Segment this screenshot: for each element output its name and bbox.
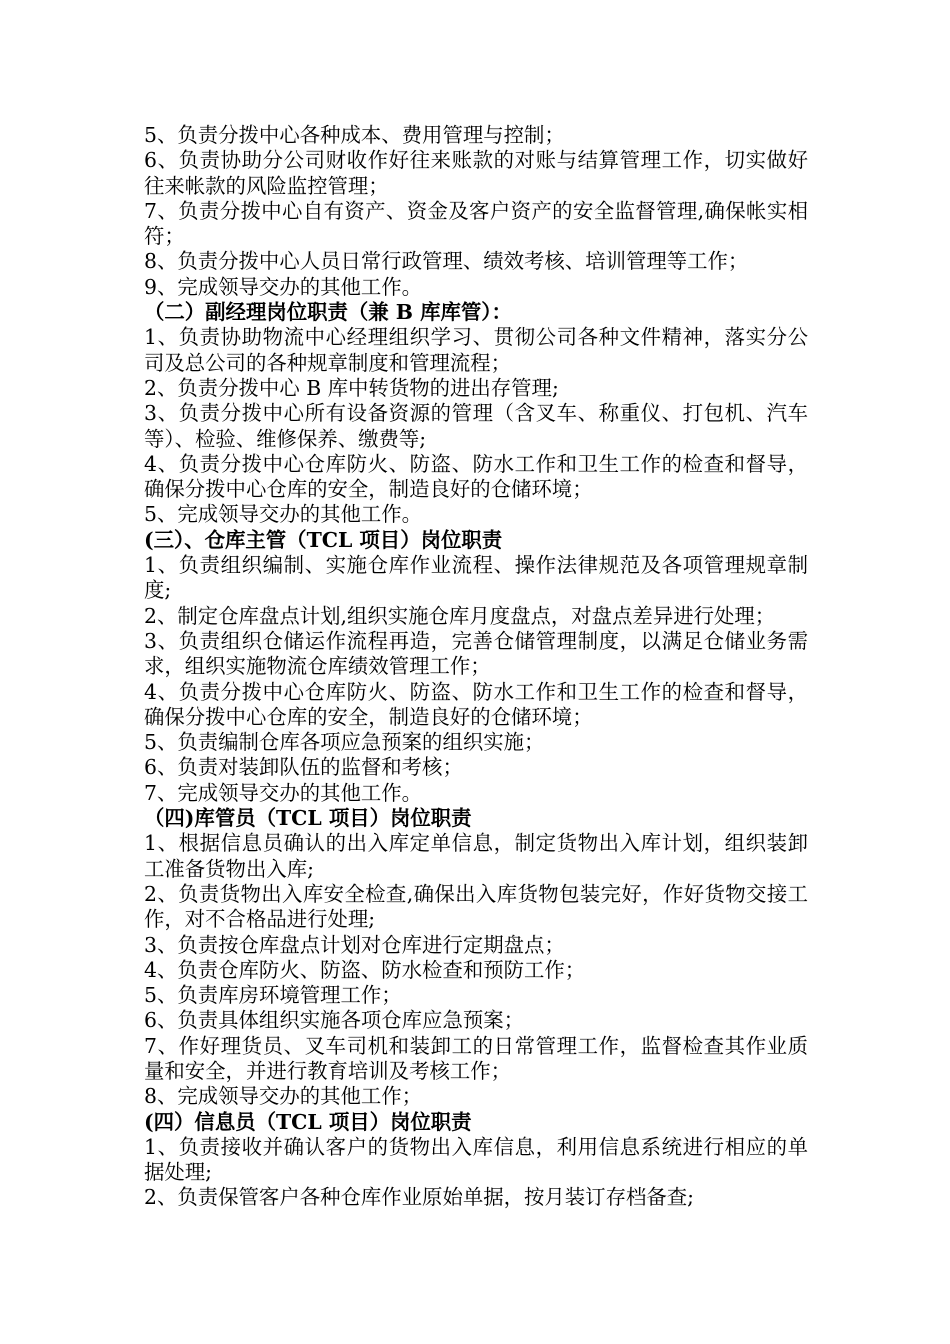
list-item: 7、作好理货员、叉车司机和装卸工的日常管理工作，监督检查其作业质量和安全，并进行教育培训及考核工作；: [144, 1033, 808, 1083]
list-item: 5、负责编制仓库各项应急预案的组织实施；: [144, 730, 545, 755]
list-item: 5、负责库房环境管理工作；: [144, 983, 402, 1008]
list-item: 2、制定仓库盘点计划,组织实施仓库月度盘点，对盘点差异进行处理；: [144, 603, 776, 628]
section-heading-warehouse-keeper: （四)库管员（TCL 项目）岗位职责: [144, 806, 472, 831]
list-item: 7、负责分拨中心自有资产、资金及客户资产的安全监督管理,确保帐实相符；: [144, 198, 808, 249]
list-item: 3、负责分拨中心所有设备资源的管理（含叉车、称重仪、打包机、汽车等）、检验、维修保养、缴费等;: [144, 401, 808, 451]
document-page: [144, 123, 808, 1211]
list-item: 3、负责按仓库盘点计划对仓库进行定期盘点；: [144, 932, 565, 957]
list-item: 9、完成领导交办的其他工作。: [144, 274, 423, 299]
list-item: 2、负责货物出入库安全检查,确保出入库货物包装完好，作好货物交接工作，对不合格品进行处理;: [144, 881, 808, 932]
section-heading-warehouse-supervisor: (三）、仓库主管（TCL 项目）岗位职责: [144, 527, 503, 552]
list-item: 6、负责对装卸队伍的监督和考核；: [144, 755, 463, 780]
section-heading-information-clerk: (四）信息员（TCL 项目）岗位职责: [144, 1109, 472, 1134]
list-item: 4、负责仓库防火、防盗、防水检查和预防工作；: [144, 957, 586, 982]
list-item: 4、负责分拨中心仓库防火、防盗、防水工作和卫生工作的检查和督导，确保分拨中心仓库的安全，制造良好的仓储环境；: [144, 451, 808, 502]
list-item: 7、完成领导交办的其他工作。: [144, 780, 423, 805]
list-item: 6、负责具体组织实施各项仓库应急预案；: [144, 1008, 525, 1033]
list-item: 5、完成领导交办的其他工作。: [144, 502, 423, 527]
list-item: 4、负责分拨中心仓库防火、防盗、防水工作和卫生工作的检查和督导，确保分拨中心仓库的安全，制造良好的仓储环境；: [144, 679, 808, 729]
list-item: 1、负责协助物流中心经理组织学习、贯彻公司各种文件精神，落实分公司及总公司的各种规章制度和管理流程；: [144, 325, 808, 375]
list-item: 8、完成领导交办的其他工作；: [144, 1084, 423, 1109]
list-item: 5、负责分拨中心各种成本、费用管理与控制；: [144, 123, 565, 147]
list-item: 2、负责分拨中心 B 库中转货物的进出存管理;: [144, 375, 559, 400]
list-item: 1、根据信息员确认的出入库定单信息，制定货物出入库计划，组织装卸工准备货物出入库;: [144, 831, 808, 881]
list-item: 1、负责组织编制、实施仓库作业流程、操作法律规范及各项管理规章制度;: [144, 553, 808, 603]
list-item: 6、负责协助分公司财收作好往来账款的对账与结算管理工作，切实做好往来帐款的风险监控管理；: [144, 148, 808, 198]
list-item: 3、负责组织仓储运作流程再造，完善仓储管理制度，以满足仓储业务需求，组织实施物流仓库绩效管理工作；: [144, 628, 808, 679]
section-heading-deputy-manager: （二）副经理岗位职责（兼 B 库库管）：: [144, 300, 512, 325]
list-item: 2、负责保管客户各种仓库作业原始单据，按月装订存档备查;: [144, 1185, 694, 1210]
list-item: 8、负责分拨中心人员日常行政管理、绩效考核、培训管理等工作；: [144, 249, 749, 274]
list-item: 1、负责接收并确认客户的货物出入库信息，利用信息系统进行相应的单据处理;: [144, 1134, 808, 1185]
